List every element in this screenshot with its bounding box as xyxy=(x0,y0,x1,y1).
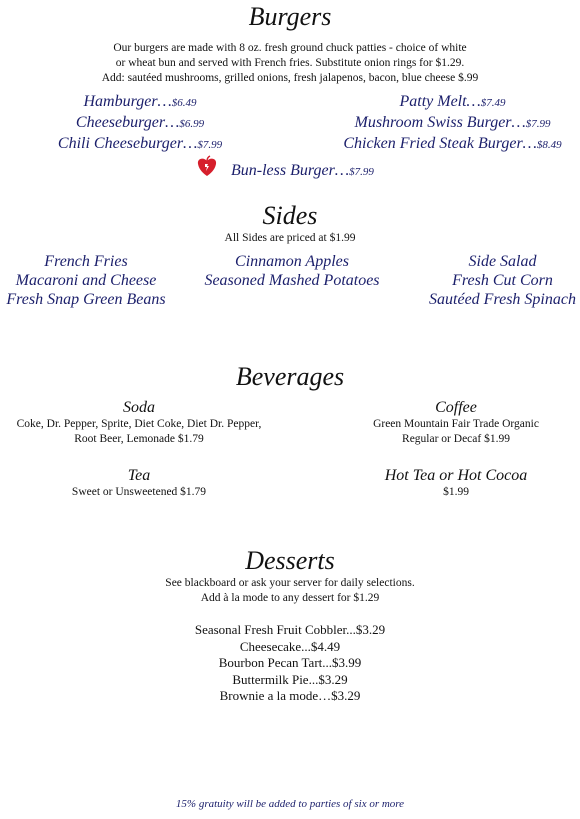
bunless-burger-item xyxy=(231,161,374,182)
item-price: $6.49 xyxy=(171,97,197,109)
heart-apple-icon xyxy=(196,155,218,177)
menu-item xyxy=(330,113,575,134)
coffee-line: Regular or Decaf $1.99 xyxy=(402,433,510,445)
soda-block xyxy=(0,399,278,447)
gratuity-note: 15% gratuity will be added to parties of six or more xyxy=(175,798,405,810)
dessert-item: Bourbon Pecan Tart...$3.99 xyxy=(218,655,362,670)
side-item: Macaroni and Cheese xyxy=(15,272,157,289)
dessert-item: Seasonal Fresh Fruit Cobbler...$3.29 xyxy=(194,622,386,637)
side-item: Seasoned Mashed Potatoes xyxy=(204,272,380,289)
item-name: Cheeseburger… xyxy=(75,114,180,131)
hot-drinks-block xyxy=(355,467,557,500)
side-item: French Fries xyxy=(44,253,128,270)
item-name: Bun-less Burger… xyxy=(231,162,350,179)
menu-item xyxy=(330,92,575,113)
burgers-left-column xyxy=(40,92,240,155)
coffee-block xyxy=(355,399,557,447)
burgers-description-line: or wheat bun and served with French fries. Substitute onion rings for $1.29. xyxy=(115,57,465,69)
item-price: $6.99 xyxy=(179,118,205,130)
hot-drinks-title: Hot Tea or Hot Cocoa xyxy=(384,467,528,484)
item-name: Mushroom Swiss Burger… xyxy=(354,114,526,131)
hot-drinks-line: $1.99 xyxy=(443,486,469,498)
tea-title: Tea xyxy=(127,467,151,484)
side-item: Side Salad xyxy=(468,253,537,270)
coffee-title: Coffee xyxy=(435,399,477,416)
side-item: Fresh Cut Corn xyxy=(452,272,553,289)
sides-note: All Sides are priced at $1.99 xyxy=(224,232,356,244)
desserts-notes xyxy=(0,576,580,606)
sides-column-3 xyxy=(425,252,580,309)
side-item: Cinnamon Apples xyxy=(235,253,349,270)
item-name: Patty Melt… xyxy=(399,93,481,110)
item-name: Chili Cheeseburger… xyxy=(57,135,198,152)
sides-column-1 xyxy=(0,252,172,309)
burgers-description xyxy=(0,41,580,86)
soda-line: Root Beer, Lemonade $1.79 xyxy=(74,433,204,445)
burgers-description-line: Our burgers are made with 8 oz. fresh ground chuck patties - choice of white xyxy=(113,42,467,54)
coffee-line: Green Mountain Fair Trade Organic xyxy=(373,418,539,430)
dessert-item: Brownie a la mode…$3.29 xyxy=(219,688,361,703)
desserts-note: Add à la mode to any dessert for $1.29 xyxy=(200,592,380,604)
item-price: $7.99 xyxy=(349,166,374,178)
burgers-right-column xyxy=(330,92,575,155)
soda-title: Soda xyxy=(123,399,155,416)
item-price: $8.49 xyxy=(536,139,562,151)
item-name: Hamburger… xyxy=(83,93,172,110)
side-item: Fresh Snap Green Beans xyxy=(6,291,166,308)
item-price: $7.99 xyxy=(197,139,223,151)
menu-item xyxy=(40,113,240,134)
side-item: Sautéed Fresh Spinach xyxy=(429,291,576,308)
item-price: $7.49 xyxy=(480,97,506,109)
soda-line: Coke, Dr. Pepper, Sprite, Diet Coke, Diet Dr. Pepper, xyxy=(16,418,262,430)
tea-block xyxy=(0,467,278,500)
burgers-heading: Burgers xyxy=(248,2,332,31)
tea-line: Sweet or Unsweetened $1.79 xyxy=(71,486,207,498)
menu-item xyxy=(40,92,240,113)
sides-heading: Sides xyxy=(262,201,318,230)
desserts-note: See blackboard or ask your server for daily selections. xyxy=(165,577,415,589)
menu-item xyxy=(330,134,575,155)
dessert-item: Buttermilk Pie...$3.29 xyxy=(232,671,348,687)
item-price: $7.99 xyxy=(525,118,551,130)
menu-item xyxy=(40,134,240,155)
item-name: Chicken Fried Steak Burger… xyxy=(343,135,537,152)
dessert-item: Cheesecake...$4.49 xyxy=(239,638,341,654)
desserts-list xyxy=(0,622,580,705)
beverages-heading: Beverages xyxy=(235,362,345,391)
sides-column-2 xyxy=(196,252,388,290)
burgers-description-line: Add: sautéed mushrooms, grilled onions, fresh jalapenos, bacon, blue cheese $.99 xyxy=(101,72,479,84)
desserts-heading: Desserts xyxy=(245,546,335,575)
